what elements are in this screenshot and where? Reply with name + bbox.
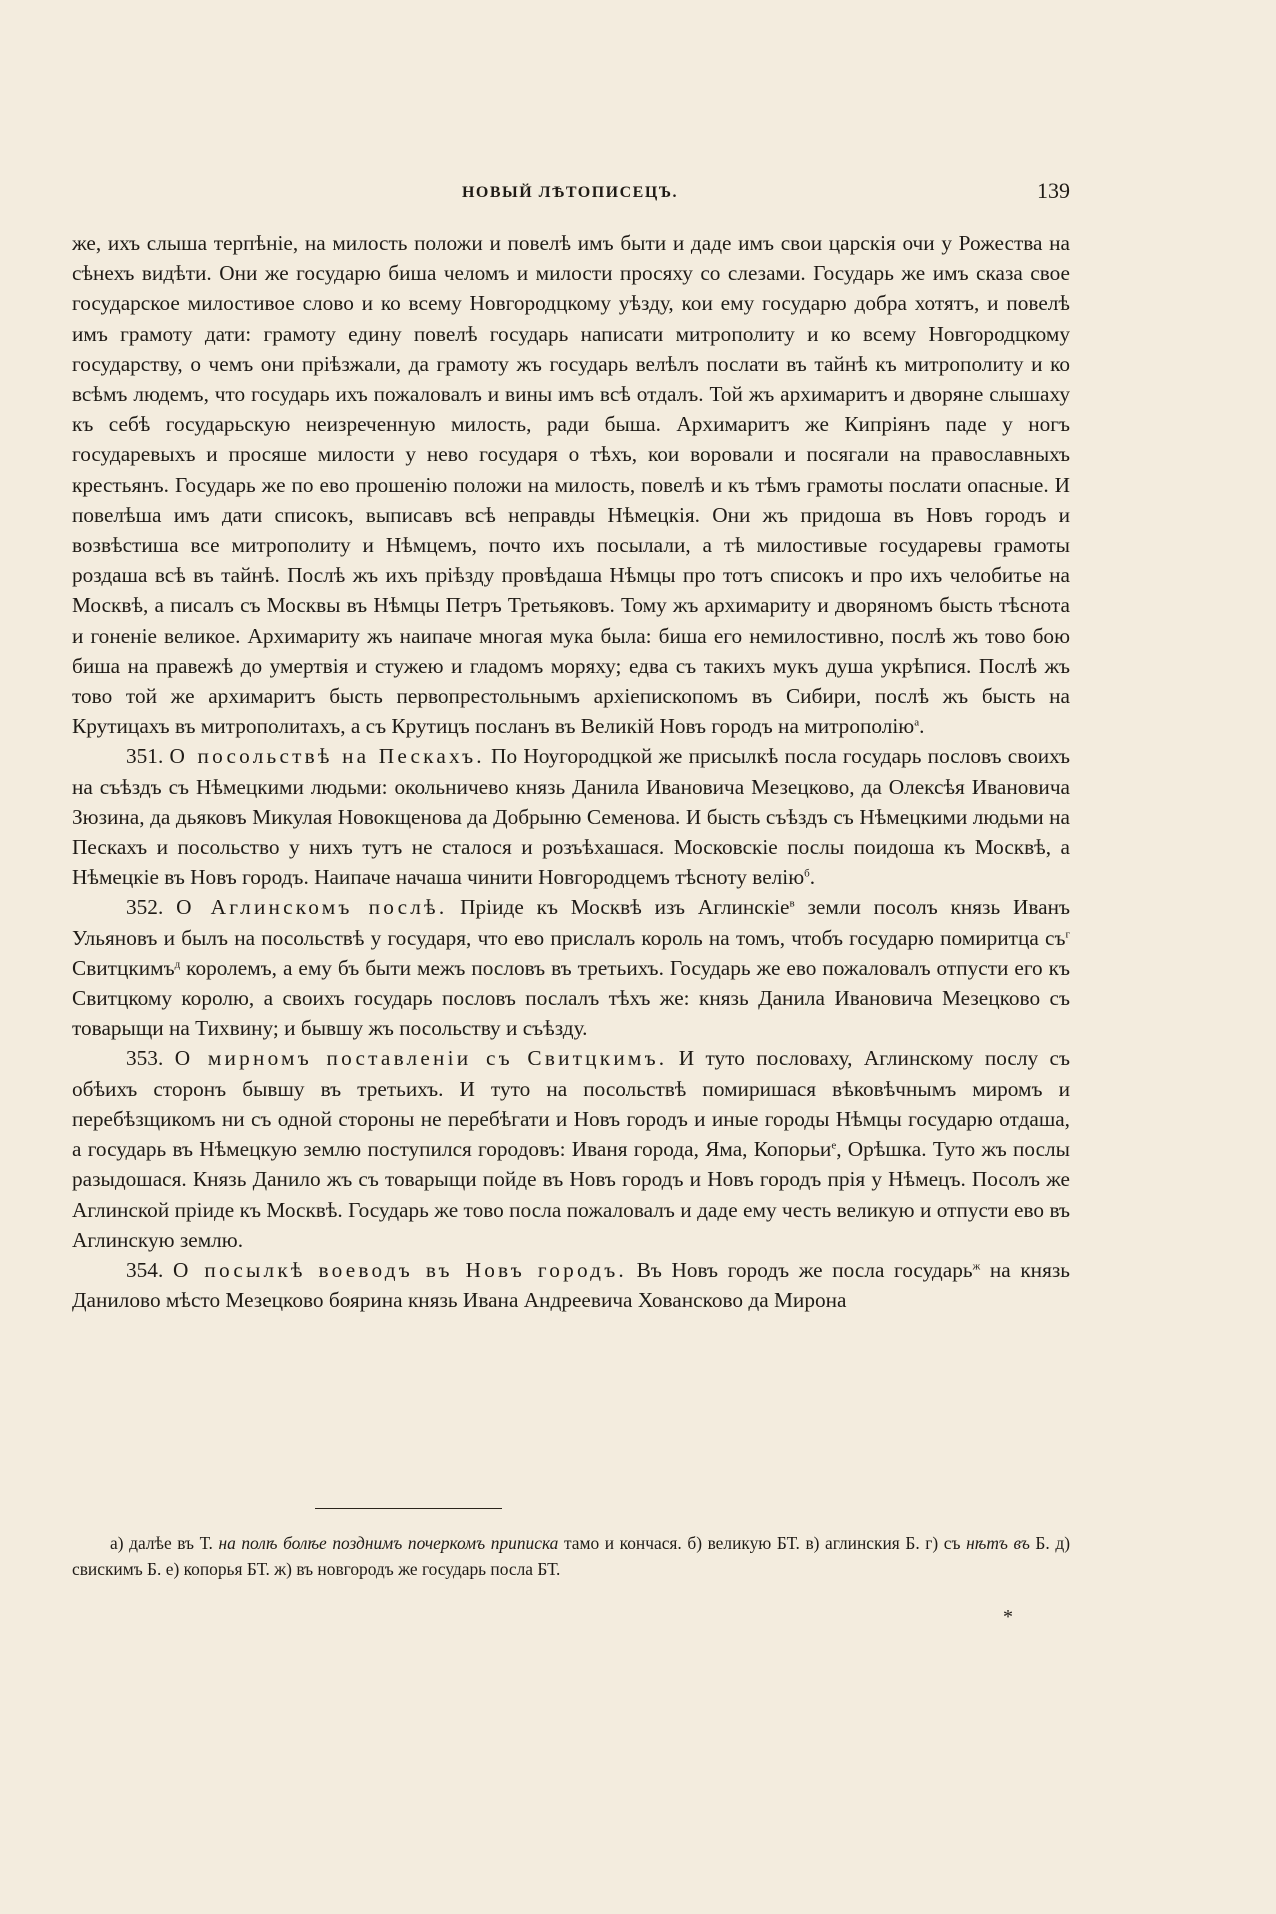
footnote-run: тамо и кончася. б) великую БТ. в) аглинския Б. г) съ: [558, 1533, 967, 1553]
text-run: Пріиде къ Москвѣ изъ Аглинскіе: [447, 895, 790, 920]
footnote-marker: г: [1065, 927, 1070, 940]
page-number: 139: [1037, 178, 1070, 203]
text-run: королемъ, а ему бъ быти межъ пословъ въ третьихъ. Государь же ево пожаловалъ отпусти его къ Свитцкому королю, а своихъ государь пословъ послалъ тѣхъ же: князь Данила Ивановича Мезецково съ товарыщи на Тихвину; и бывшу жъ посольству и съѣзду.: [72, 955, 1070, 1041]
text-run: И туто пословаху, Аглинскому послу съ обѣихъ сторонъ бывшу въ третьихъ. И туто на посольствѣ помиришася вѣковѣчнымъ миромъ и перебѣзщикомъ ни съ одной стороны не перебѣгати и Новъ городъ и иные городы Нѣмцы государю отдаша, а государь въ Нѣмецкую землю поступился городовъ: Иваня города, Яма, Копорьи: [72, 1046, 1071, 1162]
footnote-marker: в: [789, 897, 795, 910]
text-run: .: [919, 714, 925, 739]
text-run: 354.: [126, 1257, 173, 1282]
section-heading: О Аглинскомъ послѣ.: [176, 895, 448, 920]
footnote-apparatus: [72, 1530, 1070, 1582]
section-heading: О посольствѣ на Пескахъ.: [169, 744, 485, 769]
footnotes: [72, 1530, 1070, 1582]
text-run: 353.: [126, 1046, 175, 1071]
footnote-divider: [315, 1508, 502, 1509]
text-run: земли посолъ князь Иванъ Ульяновъ и былъ на посольствѣ у государя, что ево прислалъ король на томъ, чтобъ государю помиритца съ: [72, 895, 1071, 950]
footnote-marker: б: [804, 867, 810, 880]
text-run: Въ Новъ городъ же посла государь: [626, 1257, 973, 1282]
footnote-marker: д: [174, 958, 181, 971]
text-run: По Ноугородцкой же присылкѣ посла государь пословъ своихъ на съѣздъ съ Нѣмецкими людьми: окольничево князь Данила Ивановича Мезецково, да Олексѣя Ивановича Зюзина, да дьяковъ Микулая Новокщенова да Добрыню Семенова. И бысть съѣздъ съ Нѣмецкими людьми на Пескахъ и посольство у нихъ тутъ не сталося и розъѣхашася. Московскіе послы поидоша къ Москвѣ, а Нѣмецкіе въ Новъ городъ. Наипаче начаша чинити Новгородцемъ тѣсноту велію: [72, 744, 1071, 890]
text-run: на князь Данилово мѣсто Мезецково боярина князь Ивана Андреевича Ховансково да Мирона: [72, 1257, 1070, 1313]
footnote-run: а) далѣе въ Т.: [110, 1533, 219, 1553]
text-run: 352.: [126, 895, 177, 920]
text-run: .: [809, 865, 816, 890]
signature-mark: *: [1003, 1606, 1013, 1628]
footnote-marker: е: [831, 1139, 837, 1152]
main-text: [72, 228, 1070, 1315]
section-heading: О посылкѣ воеводъ въ Новъ городъ.: [172, 1257, 627, 1282]
running-title: НОВЫЙ ЛѢТОПИСЕЦЪ.: [461, 184, 679, 201]
paragraph-continuation: [72, 228, 1070, 741]
text-run: , Орѣшка. Туто жъ послы разыдошася. Князь Данило жъ съ товарыщи пойде въ Новъ городъ и Новъ городъ прія у Нѣмецъ. Посолъ же Аглинской пріиде къ Москвѣ. Государь же тово посла пожаловалъ и даде ему честь великую и отпусти ево въ Аглинскую землю.: [72, 1137, 1070, 1252]
footnote-marker: а: [914, 716, 920, 729]
paragraph-353: [72, 1043, 1070, 1254]
paragraph-352: [72, 892, 1070, 1043]
editorial-note: на полѣ болѣе позднимъ почеркомъ приписка: [218, 1533, 559, 1553]
paragraph-354: [72, 1255, 1070, 1315]
text-run: же, ихъ слыша терпѣніе, на милость положи и повелѣ имъ быти и даде имъ свои царскія очи у Рожества на сѣнехъ видѣти. Они же государю биша челомъ и милости просяху со слезами. Государь же имъ сказа свое государское милостивое слово и ко всему Новгородцкому уѣзду, кои ему государю добра хотятъ, и повелѣ имъ грамоту дати: грамоту едину повелѣ государь написати митрополиту и ко всему Новгородцкому государству, о чемъ они пріѣзжали, да грамоту жъ государь велѣлъ послати въ тайнѣ къ митрополиту и ко всѣмъ людемъ, что государь ихъ пожаловалъ и вины имъ всѣ отдалъ. Той жъ архимаритъ и дворяне слышаху къ себѣ государьскую неизреченную милость, ради быша. Архимаритъ же Кипріянъ паде у ногъ государевыхъ и просяше милости у нево государя о тѣхъ, кои воровали и посягали на православныхъ крестьянъ. Государь же по ево прошенію положи на милость, повелѣ и къ тѣмъ грамоты послати опасные. И повелѣша имъ дати списокъ, выписавъ всѣ неправды Нѣмецкія. Они жъ придоша въ Новъ городъ и возвѣстиша все митрополиту и Нѣмцемъ, почто ихъ посылали, а тѣ милостивые государевы грамоты роздаша всѣ въ тайнѣ. Послѣ жъ ихъ пріѣзду провѣдаша Нѣмцы про тотъ списокъ и про ихъ челобитье на Москвѣ, а писалъ съ Москвы въ Нѣмцы Петръ Третьяковъ. Тому жъ архимариту и дворяномъ бысть тѣснота и гоненіе великое. Архимариту жъ наипаче многая мука была: биша его немилостивно, послѣ жъ тово бою биша на правежѣ до умертвія и стужею и гладомъ моряху; едва съ такихъ мукъ душа укрѣпися. Послѣ жъ тово той же архимаритъ бысть первопрестольнымъ архіепископомъ въ Сибири, послѣ жъ бысть на Крутицахъ въ митрополитахъ, а съ Крутицъ посланъ въ Великій Новъ городъ на митрополію: [72, 231, 1070, 739]
section-heading: О мирномъ поставленіи съ Свитцкимъ.: [174, 1046, 668, 1071]
text-run: 351.: [126, 744, 170, 769]
paragraph-351: [72, 741, 1070, 892]
editorial-note: нѣтъ въ: [966, 1533, 1030, 1553]
footnote-run: Б. д) свискимъ Б. е) копорья БТ. ж) въ новгородъ же государь посла БТ.: [72, 1533, 1070, 1579]
page-header: [70, 178, 1070, 208]
footnote-marker: ж: [972, 1260, 981, 1273]
text-run: Свитцкимъ: [72, 955, 175, 980]
